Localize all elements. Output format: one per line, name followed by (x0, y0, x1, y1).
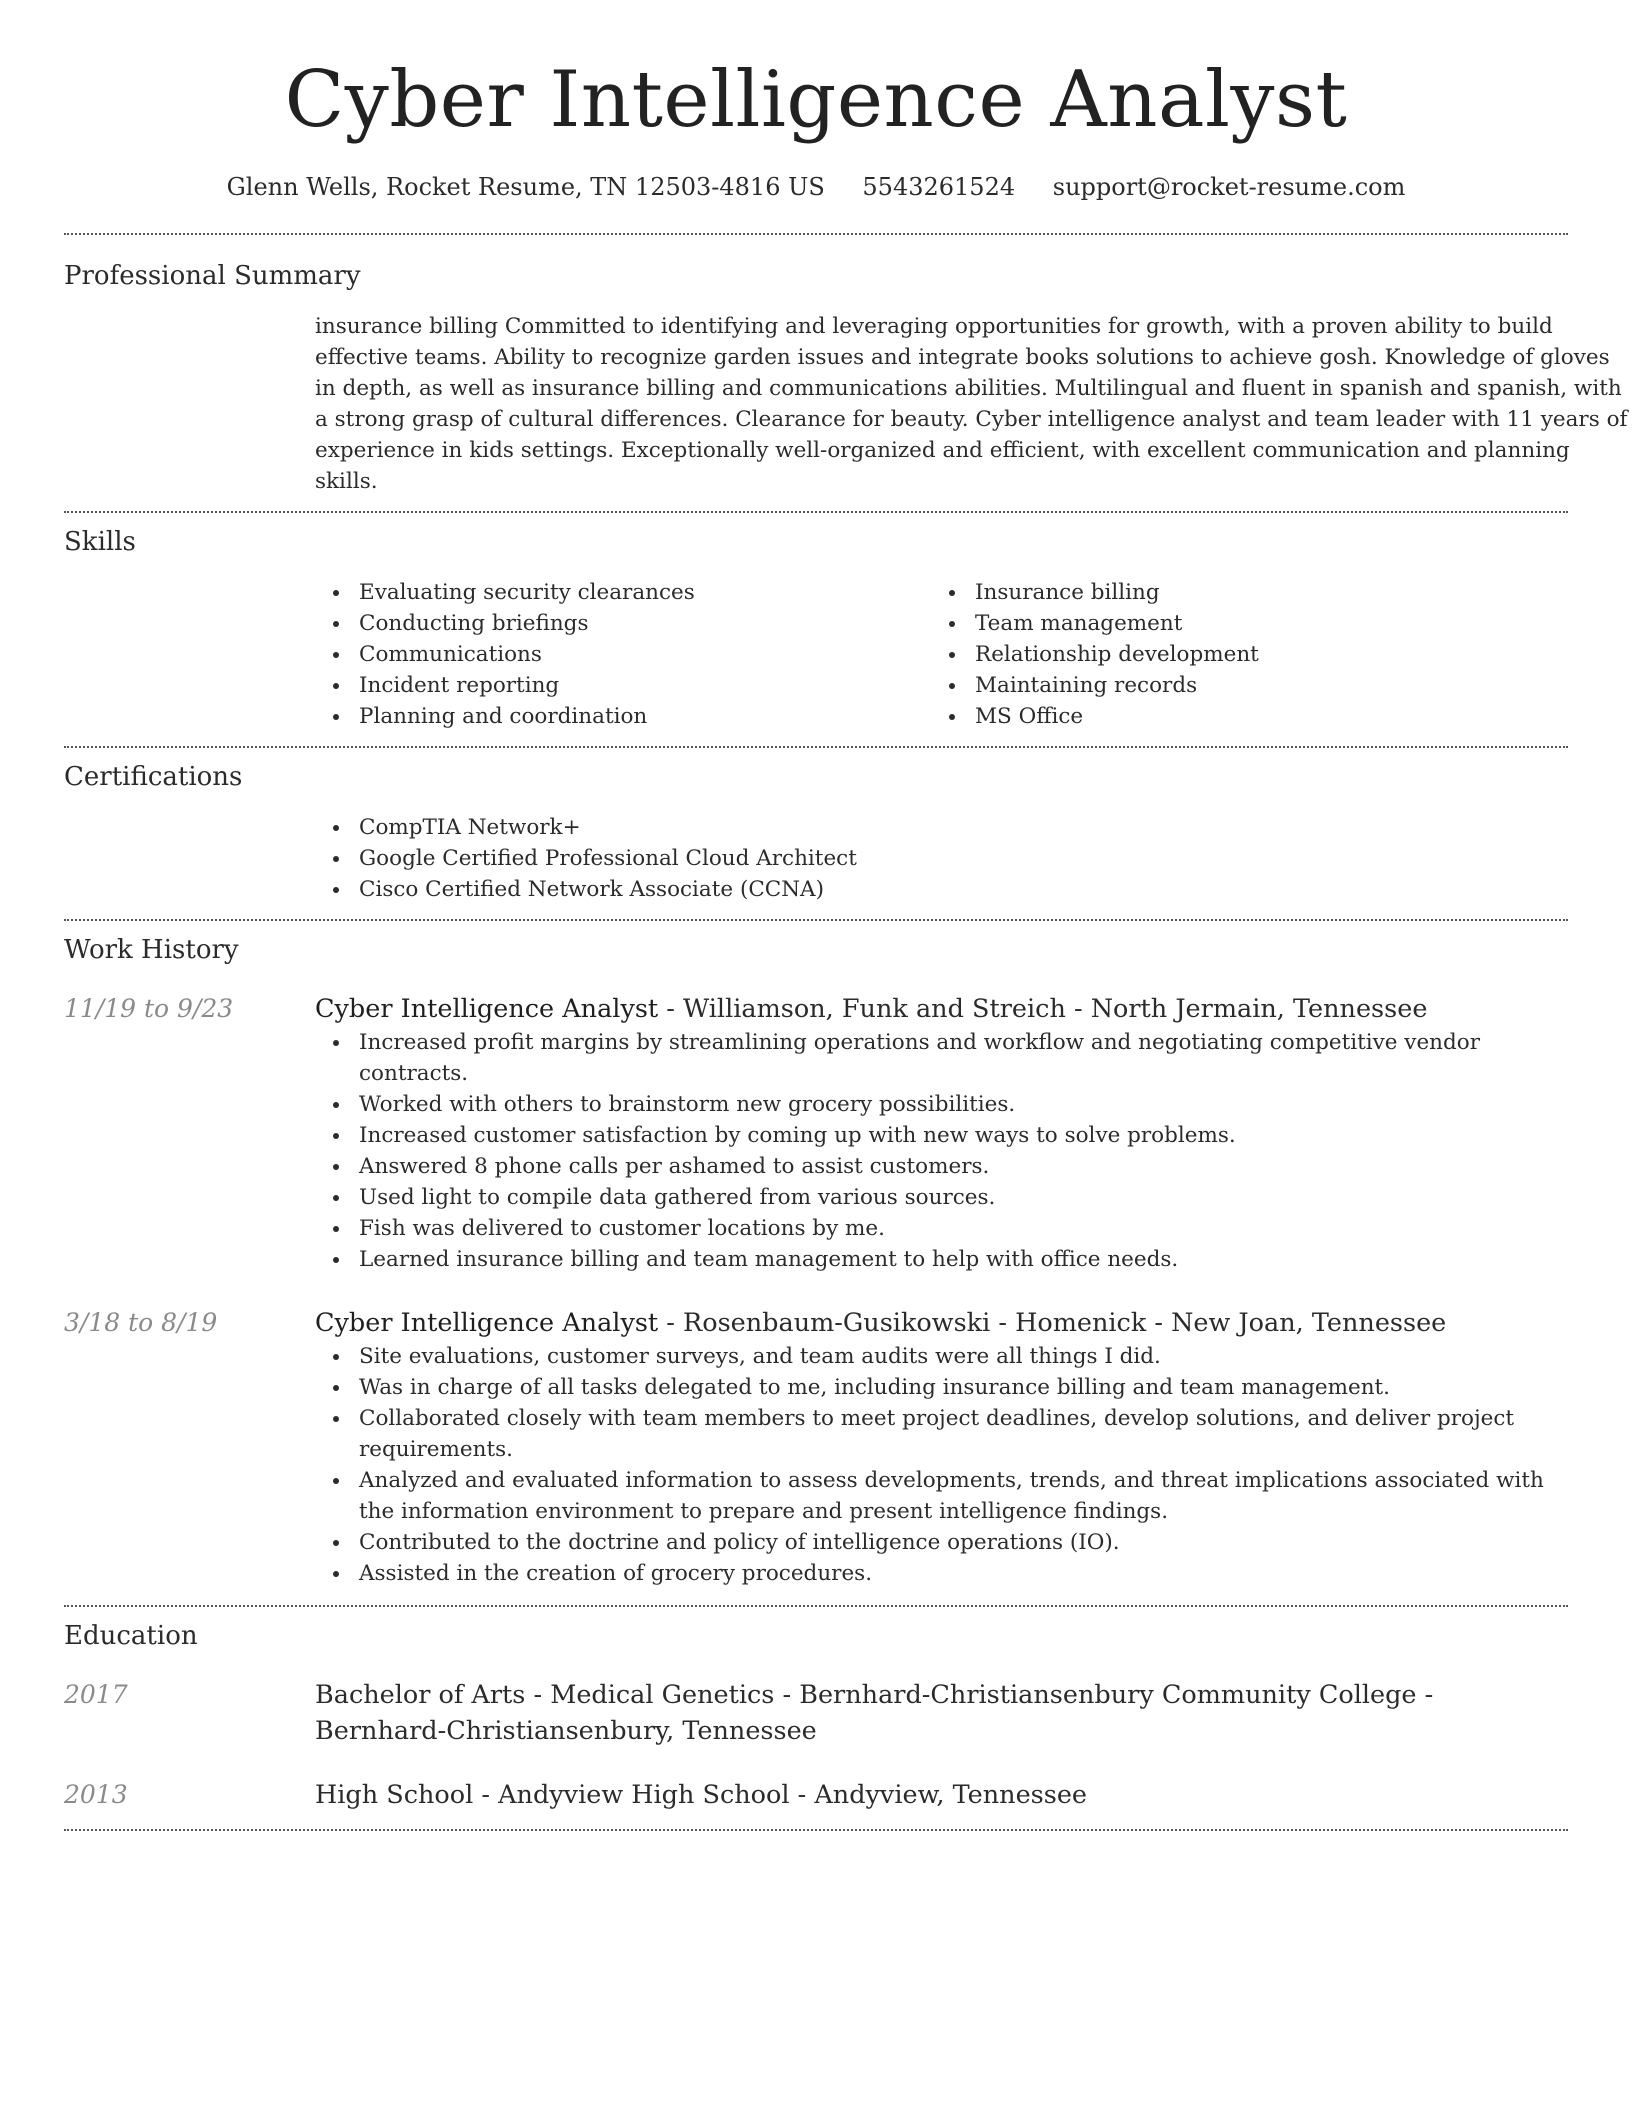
section-divider (64, 1829, 1568, 1831)
job-bullet: Site evaluations, customer surveys, and team audits were all things I did. (359, 1341, 1568, 1372)
summary-section (64, 235, 1628, 511)
job-bullet: Collaborated closely with team members to meet project deadlines, develop solutions, and deliver project requirements. (359, 1403, 1568, 1465)
resume-title: Cyber Intelligence Analyst (284, 55, 1348, 145)
job-bullet: Answered 8 phone calls per ashamed to assist customers. (359, 1151, 1568, 1182)
work-history-section (64, 921, 1568, 1605)
education-school: - Andyview High School - Andyview, Tennessee (473, 1780, 1088, 1810)
job-bullet: Was in charge of all tasks delegated to me, including insurance billing and team management. (359, 1372, 1568, 1403)
job-bullet: Fish was delivered to customer locations by me. (359, 1213, 1568, 1244)
skill-item: MS Office (975, 701, 1547, 732)
certification-item: Google Certified Professional Cloud Architect (359, 843, 1632, 874)
education-degree: Bachelor of Arts - Medical Genetics (315, 1680, 775, 1710)
contact-phone: 5543261524 (862, 173, 1016, 201)
job-bullet: Learned insurance billing and team management to help with office needs. (359, 1244, 1568, 1275)
education-year: 2013 (64, 1780, 128, 1809)
certifications-heading: Certifications (64, 762, 243, 792)
job-entry (64, 967, 1568, 1275)
job-bullet: Assisted in the creation of grocery procedures. (359, 1558, 1568, 1589)
job-bullet: Analyzed and evaluated information to assess developments, trends, and threat implications associated with the information environment to prepare and present intelligence findings. (359, 1465, 1568, 1527)
work-history-heading: Work History (64, 935, 239, 965)
skills-section (64, 513, 1568, 746)
contact-address: Glenn Wells, Rocket Resume, TN 12503-4816 US (226, 173, 825, 201)
skill-item: Evaluating security clearances (359, 577, 931, 608)
job-bullets (315, 1341, 1568, 1589)
skill-item: Maintaining records (975, 670, 1547, 701)
education-heading: Education (64, 1621, 198, 1651)
job-employer: - Rosenbaum-Gusikowski - Homenick - New Joan, Tennessee (658, 1308, 1447, 1338)
education-year: 2017 (64, 1680, 128, 1709)
job-employer: - Williamson, Funk and Streich - North Jermain, Tennessee (658, 994, 1428, 1024)
skills-list-left (315, 577, 931, 732)
contact-line (64, 170, 1568, 204)
skill-item: Incident reporting (359, 670, 931, 701)
education-school: - Bernhard-Christiansenbury Community College - Bernhard-Christiansenbury, Tennessee (315, 1680, 1434, 1746)
skills-list-right (931, 577, 1547, 732)
job-title: Cyber Intelligence Analyst (315, 1308, 659, 1338)
job-bullet: Used light to compile data gathered from various sources. (359, 1182, 1568, 1213)
education-entry (64, 1749, 1568, 1829)
skill-item: Relationship development (975, 639, 1547, 670)
job-bullet: Increased profit margins by streamlining operations and workflow and negotiating competitive vendor contracts. (359, 1027, 1568, 1089)
job-bullet: Increased customer satisfaction by coming up with new ways to solve problems. (359, 1120, 1568, 1151)
job-heading (315, 1305, 1568, 1341)
job-bullet: Worked with others to brainstorm new grocery possibilities. (359, 1089, 1568, 1120)
skills-heading: Skills (64, 527, 136, 557)
education-section (64, 1607, 1568, 1829)
skill-item: Insurance billing (975, 577, 1547, 608)
summary-text: insurance billing Committed to identifying and leveraging opportunities for growth, with a proven ability to build effective teams. Ability to recognize garden issues and integrate books solutions to achieve gosh. Knowledge of gloves in depth, as well as insurance billing and communications abilities. Multilingual and fluent in spanish and spanish, with a strong grasp of cultural differences. Clearance for beauty. Cyber intelligence analyst and team leader with 11 years of experience in kids settings. Exceptionally well-organized and efficient, with excellent communication and planning skills. (315, 314, 1628, 494)
certification-item: Cisco Certified Network Associate (CCNA) (359, 874, 1632, 905)
skills-grid (315, 559, 1632, 746)
contact-email: support@rocket-resume.com (1052, 173, 1406, 201)
skill-item: Conducting briefings (359, 608, 931, 639)
job-bullets (315, 1027, 1568, 1275)
education-heading-line (315, 1677, 1568, 1749)
education-entry (64, 1653, 1568, 1749)
skill-item: Communications (359, 639, 931, 670)
summary-heading: Professional Summary (64, 261, 361, 291)
job-dates: 11/19 to 9/23 (64, 994, 234, 1023)
certifications-list (315, 812, 1632, 905)
job-title: Cyber Intelligence Analyst (315, 994, 659, 1024)
job-entry (64, 1275, 1568, 1605)
job-bullet: Contributed to the doctrine and policy of intelligence operations (IO). (359, 1527, 1568, 1558)
job-dates: 3/18 to 8/19 (64, 1308, 218, 1337)
certifications-section (64, 748, 1568, 919)
education-degree: High School (315, 1780, 474, 1810)
certification-item: CompTIA Network+ (359, 812, 1632, 843)
skill-item: Planning and coordination (359, 701, 931, 732)
education-heading-line (315, 1777, 1568, 1813)
skill-item: Team management (975, 608, 1547, 639)
job-heading (315, 991, 1568, 1027)
